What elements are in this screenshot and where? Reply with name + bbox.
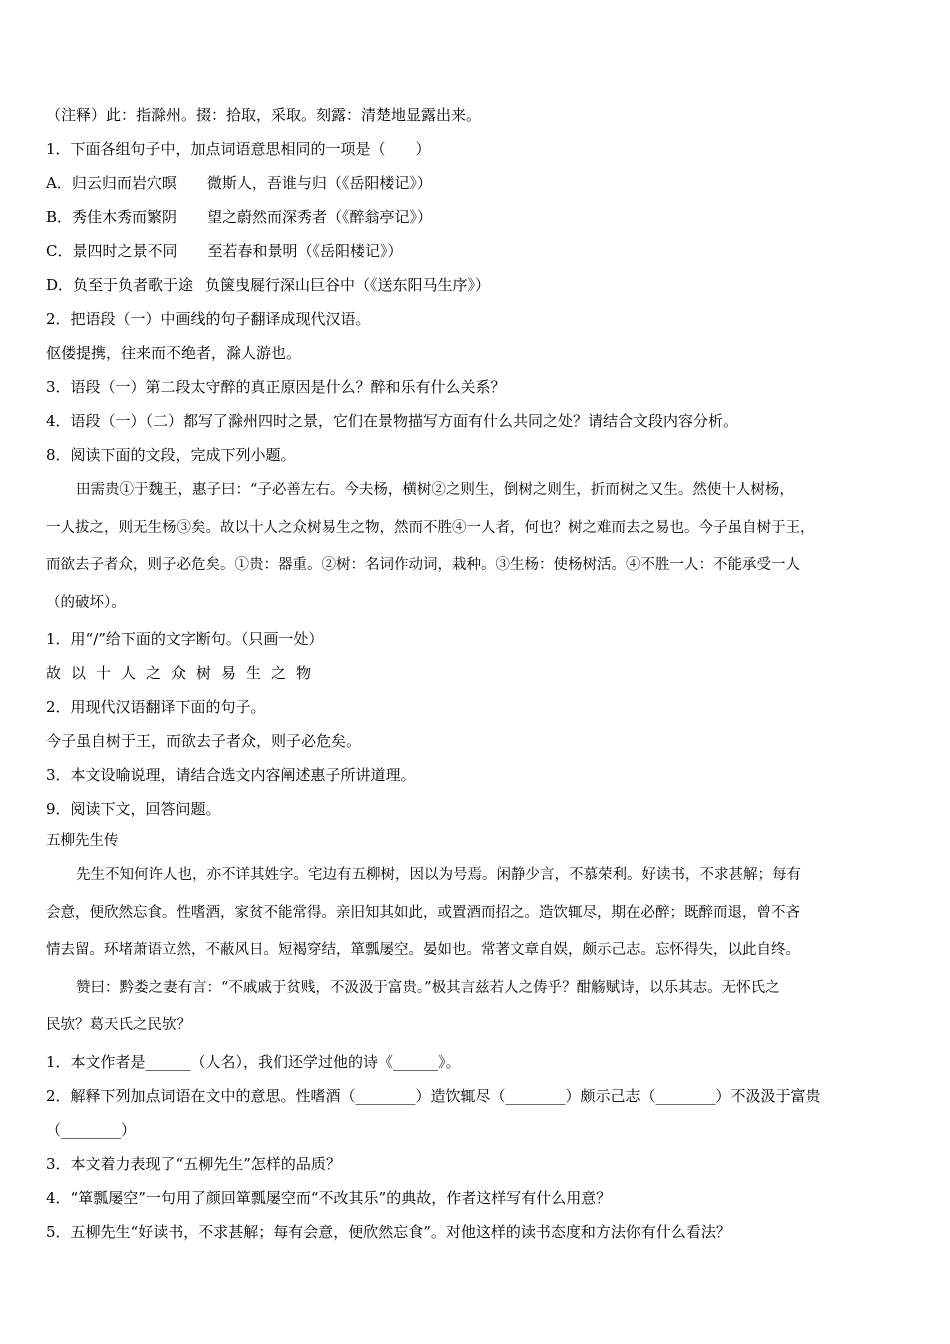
final-question-5: 5．五柳先生“好读书，不求甚解；每有会意，便欣然忘食”。对他这样的读书态度和方法你有什么看法？ xyxy=(46,1222,731,1241)
option-d-left: D．负至于负者歌于途 xyxy=(46,276,194,294)
translation-sentence: 伛偻提携，往来而不绝者，滁人游也。 xyxy=(46,344,302,362)
document-page xyxy=(46,98,912,1249)
passage-title: 五柳先生传 xyxy=(46,833,119,849)
option-c-left: C．景四时之景不同 xyxy=(46,242,178,260)
question-4: 4．语段（一）（二）都写了滁州四时之景，它们在景物描写方面有什么共同之处？请结合文段内容分析。 xyxy=(46,412,739,430)
question-1: 1．下面各组句子中，加点词语意思相同的一项是（ ） xyxy=(46,140,431,158)
passage-3-line-1: 赞曰：黔娄之妻有言：“不戚戚于贫贱，不汲汲于富贵。”极其言兹若人之俦乎？酣觞赋诗，以乐其志。无怀氏之 xyxy=(76,979,780,996)
final-question-2: 2．解释下列加点词语在文中的意思。性嗜酒（________）造饮辄尽（________）颇示己志（________）不汲汲于富贵 xyxy=(46,1086,821,1105)
question-2: 2．把语段（一）中画线的句子翻译成现代汉语。 xyxy=(46,310,371,328)
passage-2-line-1: 先生不知何许人也，亦不详其姓字。宅边有五柳树，因以为号焉。闲静少言，不慕荣利。好读书，不求甚解；每有 xyxy=(76,867,801,883)
passage-1-line-2: 一人拔之，则无生杨③矣。故以十人之众树易生之物，然而不胜④一人者，何也？树之难而去之易也。今子虽自树于王， xyxy=(46,519,815,536)
option-a-right: 微斯人，吾谁与归（《岳阳楼记》） xyxy=(206,174,432,192)
option-d-right: 负箧曳屣行深山巨谷中（《送东阳马生序》） xyxy=(205,276,491,294)
annotation-line: （注释）此：指滁州。掇：拾取，采取。刻露：清楚地显露出来。 xyxy=(46,106,482,124)
passage-2-line-2: 会意，便欣然忘食。性嗜酒，家贫不能常得。亲旧知其如此，或置酒而招之。造饮辄尽，期在必醉；既醉而退，曾不吝 xyxy=(46,904,800,921)
final-question-3: 3．本文着力表现了“五柳先生”怎样的品质？ xyxy=(46,1154,341,1173)
option-b-left: B．秀佳木秀而繁阴 xyxy=(46,208,178,226)
translation-sentence-2: 今子虽自树于王，而欲去子者众，则子必危矣。 xyxy=(46,732,362,750)
sub-question-1: 1．用“/”给下面的文字断句。（只画一处） xyxy=(46,630,324,648)
section-8-heading: 8．阅读下面的文段，完成下列小题。 xyxy=(46,446,296,464)
passage-1-line-3: 而欲去子者众，则子必危矣。①贵：器重。②树：名词作动词，栽种。③生杨：使杨树活。④不胜一人：不能承受一人 xyxy=(46,557,800,573)
section-9-heading: 9．阅读下文，回答问题。 xyxy=(46,800,221,818)
question-3: 3．语段（一）第二段太守醉的真正原因是什么？醉和乐有什么关系？ xyxy=(46,378,506,396)
option-a xyxy=(46,166,912,200)
option-d xyxy=(46,268,912,302)
passage-1-line-4: （的破坏）。 xyxy=(46,594,126,611)
option-a-left: A．归云归而岩穴暝 xyxy=(46,174,177,192)
option-c-right: 至若春和景明（《岳阳楼记》） xyxy=(207,242,403,260)
passage-2-line-3: 情去留。环堵萧语立然，不蔽风日。短褐穿结，箪瓢屡空。晏如也。常著文章自娱，颇示己志。忘怀得失，以此自终。 xyxy=(46,942,800,958)
option-b xyxy=(46,200,912,234)
sub-question-2: 2．用现代汉语翻译下面的句子。 xyxy=(46,698,266,716)
passage-3-line-2: 民欤？葛天氏之民欤？ xyxy=(46,1017,191,1033)
final-question-4: 4．“箪瓢屡空”一句用了颜回箪瓢屡空而“不改其乐”的典故，作者这样写有什么用意？ xyxy=(46,1188,612,1207)
punctuation-sentence: 故以十人之众树易生之物 xyxy=(46,664,322,682)
option-b-right: 望之蔚然而深秀者（《醉翁亭记》） xyxy=(207,208,433,226)
option-c xyxy=(46,234,912,268)
passage-1-line-1: 田需贵①于魏王，惠子曰：“子必善左右。今夫杨，横树②之则生，倒树之则生，折而树之又生。然使十人树杨， xyxy=(76,482,794,498)
final-question-2-cont: （________） xyxy=(46,1120,137,1139)
sub-question-3: 3．本文设喻说理，请结合选文内容阐述惠子所讲道理。 xyxy=(46,766,416,784)
final-question-1: 1．本文作者是______（人名），我们还学过他的诗《______》。 xyxy=(46,1052,461,1071)
